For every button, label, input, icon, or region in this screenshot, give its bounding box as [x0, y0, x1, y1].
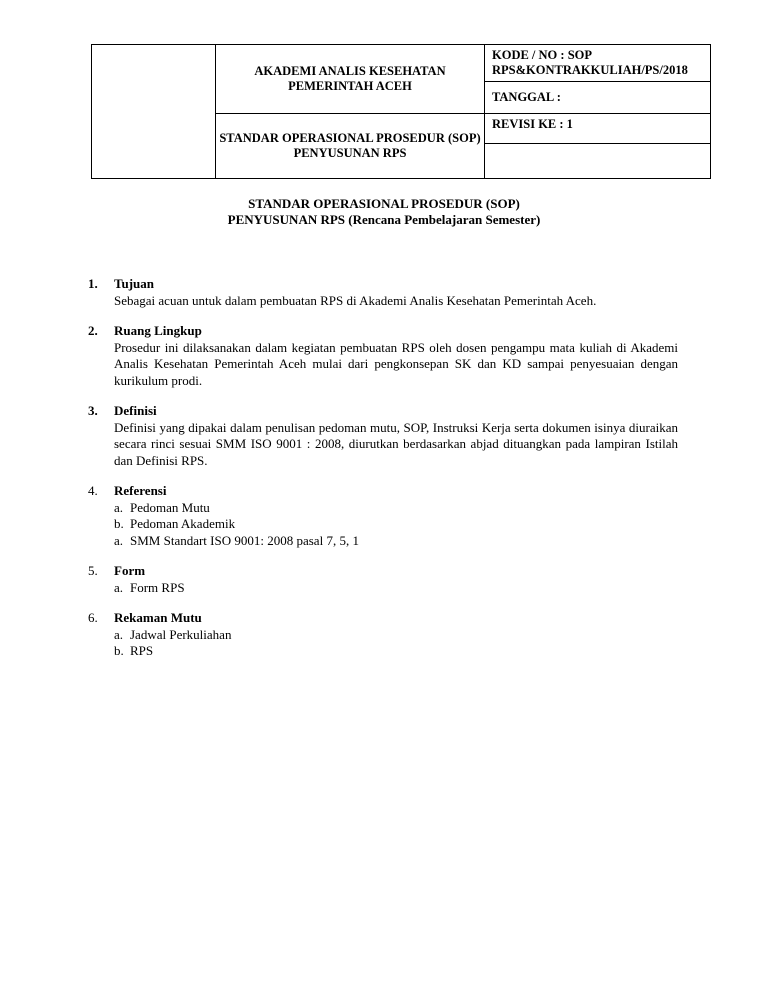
document-date: TANGGAL :	[485, 82, 711, 114]
document-title	[0, 196, 768, 228]
section-number: 4.	[88, 483, 98, 498]
list-item	[114, 516, 678, 533]
section-form	[88, 563, 678, 596]
list-item-text: SMM Standart ISO 9001: 2008 pasal 7, 5, 1	[130, 532, 359, 548]
sop-title-cell: STANDAR OPERASIONAL PROSEDUR (SOP) PENYUSUNAN RPS	[216, 114, 485, 179]
empty-meta-cell	[485, 144, 711, 179]
revision-number: REVISI KE : 1	[485, 114, 711, 144]
list-item	[114, 627, 678, 644]
section-text: Sebagai acuan untuk dalam pembuatan RPS di Akademi Analis Kesehatan Pemerintah Aceh.	[114, 292, 597, 308]
section-heading: Definisi	[114, 403, 157, 418]
section-text: Definisi yang dipakai dalam penulisan pedoman mutu, SOP, Instruksi Kerja serta dokumen isinya diuraikan secara rinci sesuai SMM ISO 9001 : 2008, diurutkan berdasarkan abjad dituangkan pada lampiran Istilah dan Definisi RPS.	[114, 419, 678, 468]
list-item-letter: b.	[114, 516, 124, 531]
list-item-letter: a.	[114, 579, 124, 595]
list-item-letter: a.	[114, 499, 124, 515]
section-heading: Form	[114, 563, 146, 578]
list-item	[114, 580, 678, 597]
section-heading: Referensi	[114, 483, 167, 498]
section-text: Prosedur ini dilaksanakan dalam kegiatan pembuatan RPS oleh dosen pengampu mata kuliah di Akademi Analis Kesehatan Pemerintah Aceh mulai dari pengkonsepan SK dan KD sampai penyesuaian dengan kurikulum prodi.	[114, 339, 678, 388]
document-title-line-1: STANDAR OPERASIONAL PROSEDUR (SOP)	[248, 196, 520, 211]
section-number: 6.	[88, 610, 98, 625]
document-code	[485, 45, 711, 82]
list-item-text: Jadwal Perkuliahan	[130, 626, 232, 642]
document-title-line-2: PENYUSUNAN RPS (Rencana Pembelajaran Semester)	[227, 212, 541, 227]
section-number: 5.	[88, 563, 98, 578]
list-item	[114, 643, 678, 660]
section-heading: Rekaman Mutu	[114, 610, 202, 625]
list-item-text: Form RPS	[130, 579, 185, 595]
list-item	[114, 533, 678, 550]
section-number: 3.	[88, 403, 98, 418]
section-rekaman-mutu	[88, 610, 678, 660]
section-referensi	[88, 483, 678, 549]
institution-name: AKADEMI ANALIS KESEHATAN PEMERINTAH ACEH	[216, 45, 485, 114]
list-item-letter: a.	[114, 532, 124, 548]
document-code-label: KODE / NO : SOP	[492, 48, 593, 62]
list-item-text: Pedoman Akademik	[130, 516, 236, 531]
sop-sections	[88, 276, 678, 674]
section-tujuan	[88, 276, 678, 309]
list-item-text: Pedoman Mutu	[130, 499, 210, 515]
document-code-value: RPS&KONTRAKKULIAH/PS/2018	[492, 63, 688, 77]
list-item-text: RPS	[130, 643, 154, 658]
section-heading: Ruang Lingkup	[114, 323, 202, 338]
document-header-table	[91, 44, 711, 179]
list-item	[114, 500, 678, 517]
section-number: 1.	[88, 276, 98, 291]
list-item-letter: a.	[114, 626, 124, 642]
section-definisi	[88, 403, 678, 469]
section-ruang-lingkup	[88, 323, 678, 389]
section-number: 2.	[88, 323, 98, 338]
section-heading: Tujuan	[114, 276, 154, 291]
logo-cell	[92, 45, 216, 179]
list-item-letter: b.	[114, 643, 124, 658]
